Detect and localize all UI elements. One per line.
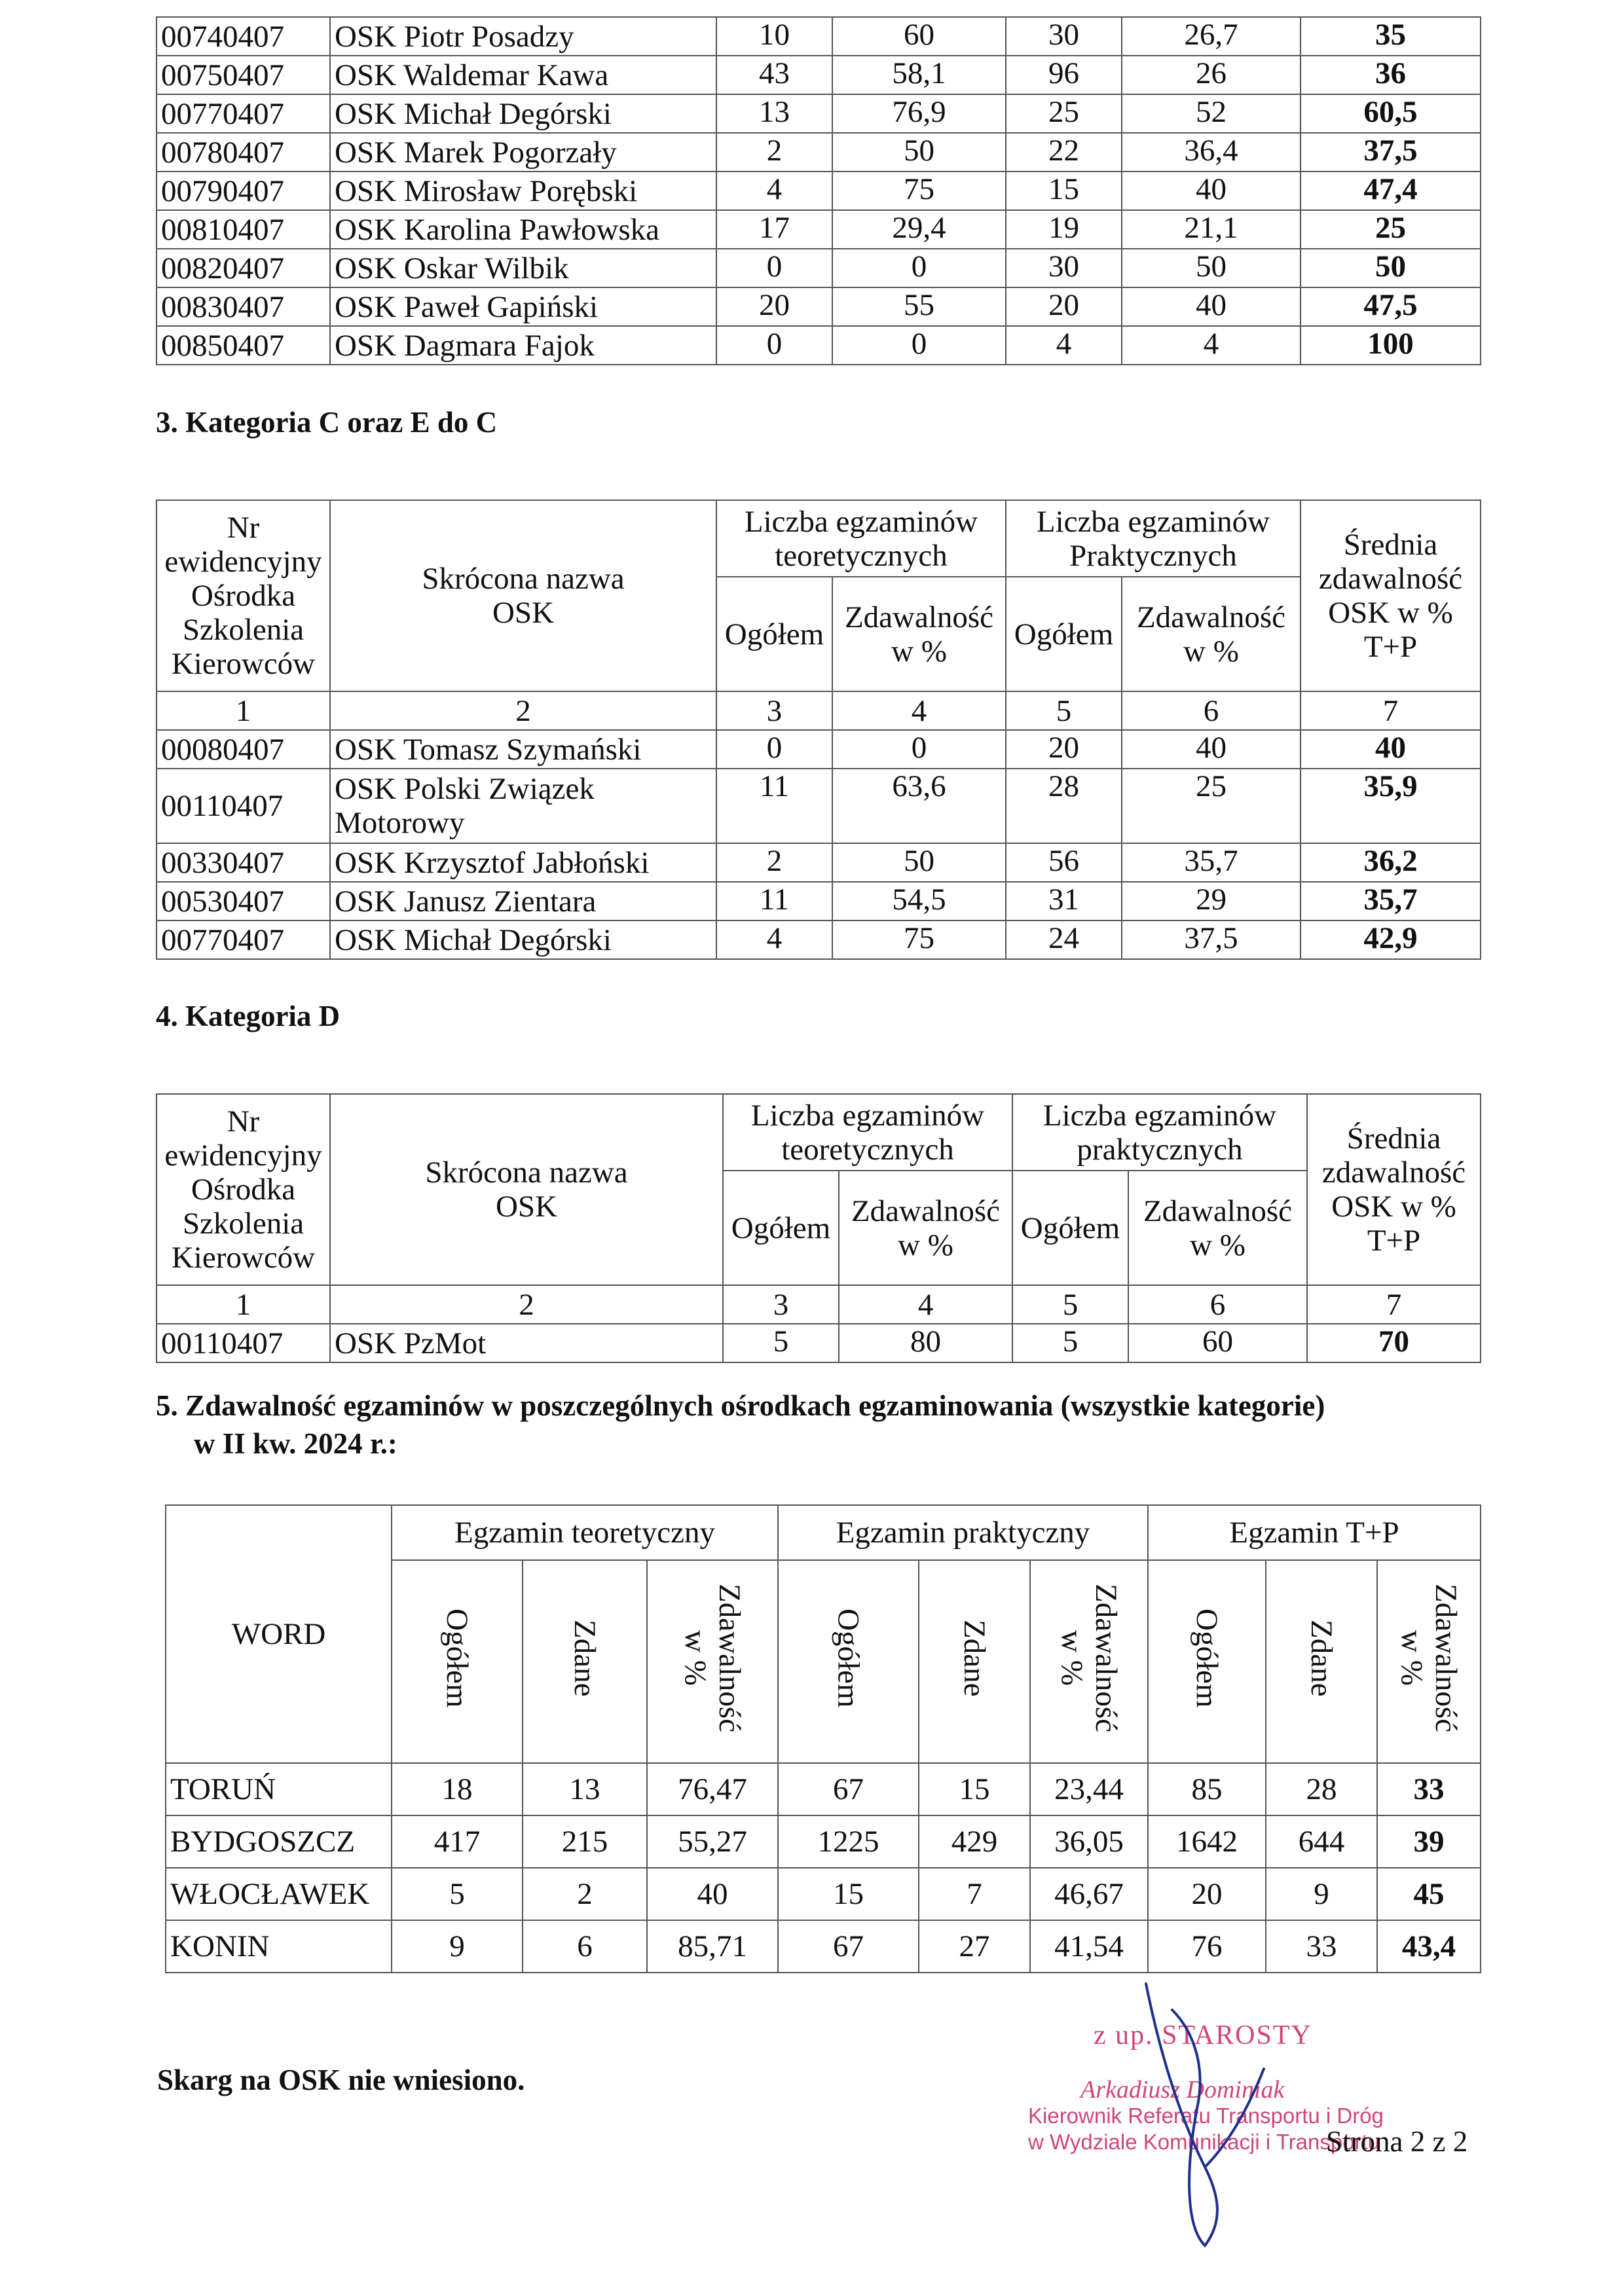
- cell-srednia: 37,5: [1301, 133, 1481, 172]
- column-number: 1: [157, 1285, 330, 1324]
- cell-teor-zdawalnosc: 0: [832, 249, 1006, 287]
- column-number: 5: [1006, 691, 1122, 730]
- column-number: 7: [1301, 691, 1481, 730]
- cell-prak-zdawalnosc: 37,5: [1122, 920, 1301, 959]
- cell-srednia: 70: [1307, 1324, 1481, 1362]
- cell-prak-zdawalnosc: 25: [1122, 769, 1301, 843]
- table-row: [157, 730, 1481, 769]
- category-b-table: [156, 16, 1481, 365]
- cell-nr: 00850407: [157, 326, 330, 365]
- stamp-line-4: w Wydziale Komunikacji i Transportu: [1028, 2130, 1380, 2154]
- cell-prak-zdawalnosc: 52: [1122, 94, 1301, 133]
- cell-tp-zd: 644: [1266, 1815, 1377, 1868]
- cell-srednia: 42,9: [1301, 920, 1481, 959]
- cell-nr: 00080407: [157, 730, 330, 769]
- header-tp-ogolem: [1148, 1560, 1266, 1763]
- cell-name: OSK Mirosław Porębski: [330, 172, 716, 210]
- cell-teor-zdawalnosc: 58,1: [832, 56, 1006, 94]
- header-egzamin-teoretyczny: Egzamin teoretyczny: [392, 1505, 778, 1560]
- header-teor-zdane: [523, 1560, 647, 1763]
- header-teor-zdawalnosc: Zdawalność w %: [832, 577, 1006, 691]
- cell-t-og: 9: [392, 1920, 523, 1973]
- header-name: Skrócona nazwa OSK: [330, 1094, 723, 1285]
- table-row: [157, 133, 1481, 172]
- cell-nr: 00780407: [157, 133, 330, 172]
- cell-t-og: 5: [392, 1868, 523, 1920]
- cell-p-pct: 41,54: [1030, 1920, 1148, 1973]
- cell-teor-ogolem: 43: [716, 56, 832, 94]
- cell-name: OSK Polski Związek Motorowy: [330, 769, 716, 843]
- cell-name: OSK Krzysztof Jabłoński: [330, 843, 716, 882]
- header-prak-zdawalnosc: Zdawalność w %: [1128, 1171, 1307, 1285]
- header-tp-zdane: [1266, 1560, 1377, 1763]
- cell-teor-zdawalnosc: 29,4: [832, 210, 1006, 249]
- section-4-title: 4. Kategoria D: [156, 1000, 341, 1032]
- cell-srednia: 50: [1301, 249, 1481, 287]
- cell-t-pct: 76,47: [647, 1763, 778, 1815]
- header-teor-ogolem-label: Ogółem: [440, 1608, 474, 1708]
- cell-teor-zdawalnosc: 50: [832, 843, 1006, 882]
- header-teor-zdawalnosc: [647, 1560, 778, 1763]
- cell-tp-og: 1642: [1148, 1815, 1266, 1868]
- cell-srednia: 47,5: [1301, 287, 1481, 326]
- cell-t-pct: 40: [647, 1868, 778, 1920]
- cell-prak-ogolem: 30: [1006, 249, 1122, 287]
- cell-nr: 00330407: [157, 843, 330, 882]
- table-row: [157, 843, 1481, 882]
- cell-prak-zdawalnosc: 40: [1122, 287, 1301, 326]
- cell-prak-ogolem: 31: [1006, 882, 1122, 920]
- cell-srednia: 35,9: [1301, 769, 1481, 843]
- cell-teor-ogolem: 0: [716, 249, 832, 287]
- cell-name: OSK Michał Degórski: [330, 94, 716, 133]
- cell-prak-zdawalnosc: 40: [1122, 730, 1301, 769]
- cell-prak-zdawalnosc: 29: [1122, 882, 1301, 920]
- cell-t-og: 18: [392, 1763, 523, 1815]
- header-nr: Nr ewidencyjny Ośrodka Szkolenia Kierowców: [157, 500, 330, 691]
- cell-p-zd: 429: [919, 1815, 1030, 1868]
- table-row: [157, 210, 1481, 249]
- column-number: 5: [1012, 1285, 1128, 1324]
- header-prak-ogolem: Ogółem: [1006, 577, 1122, 691]
- header-prak-zdawalnosc: [1030, 1560, 1148, 1763]
- header-teor-zdawalnosc: Zdawalność w %: [839, 1171, 1012, 1285]
- cell-name: OSK Waldemar Kawa: [330, 56, 716, 94]
- cell-srednia: 60,5: [1301, 94, 1481, 133]
- cell-prak-zdawalnosc: 36,4: [1122, 133, 1301, 172]
- table-row: [157, 1324, 1481, 1362]
- cell-p-og: 67: [778, 1920, 919, 1973]
- header-prak-zdawalnosc-label: Zdawalność w %: [1055, 1583, 1124, 1733]
- cell-p-pct: 46,67: [1030, 1868, 1148, 1920]
- column-number: 7: [1307, 1285, 1481, 1324]
- cell-nr: 00770407: [157, 920, 330, 959]
- cell-teor-zdawalnosc: 75: [832, 172, 1006, 210]
- table-row: [157, 94, 1481, 133]
- cell-prak-ogolem: 15: [1006, 172, 1122, 210]
- header-word: WORD: [166, 1505, 392, 1763]
- table-row: [166, 1815, 1481, 1868]
- cell-teor-ogolem: 10: [716, 17, 832, 56]
- cell-tp-og: 76: [1148, 1920, 1266, 1973]
- cell-name: OSK Karolina Pawłowska: [330, 210, 716, 249]
- cell-tp-zd: 9: [1266, 1868, 1377, 1920]
- header-prak-ogolem-label: Ogółem: [831, 1608, 866, 1708]
- cell-prak-ogolem: 19: [1006, 210, 1122, 249]
- cell-t-pct: 55,27: [647, 1815, 778, 1868]
- cell-srednia: 36,2: [1301, 843, 1481, 882]
- cell-p-zd: 7: [919, 1868, 1030, 1920]
- cell-prak-zdawalnosc: 60: [1128, 1324, 1307, 1362]
- cell-tp-pct: 45: [1377, 1868, 1481, 1920]
- section-3-title: 3. Kategoria C oraz E do C: [156, 406, 498, 439]
- column-number: 2: [330, 1285, 723, 1324]
- signature-icon: [1107, 1971, 1277, 2259]
- cell-tp-zd: 33: [1266, 1920, 1377, 1973]
- cell-prak-zdawalnosc: 26,7: [1122, 17, 1301, 56]
- column-number: 4: [839, 1285, 1012, 1324]
- header-tp-ogolem-label: Ogółem: [1190, 1608, 1225, 1708]
- cell-word: WŁOCŁAWEK: [166, 1868, 392, 1920]
- cell-teor-zdawalnosc: 60: [832, 17, 1006, 56]
- column-number: 1: [157, 691, 330, 730]
- cell-nr: 00110407: [157, 769, 330, 843]
- column-number: 6: [1128, 1285, 1307, 1324]
- cell-teor-ogolem: 0: [716, 326, 832, 365]
- cell-prak-ogolem: 5: [1012, 1324, 1128, 1362]
- column-number: 6: [1122, 691, 1301, 730]
- header-egzamin-tp: Egzamin T+P: [1148, 1505, 1481, 1560]
- stamp-line-2: Arkadiusz Dominiak: [1080, 2076, 1285, 2104]
- category-d-table: [156, 1093, 1481, 1363]
- header-prak-zdawalnosc: Zdawalność w %: [1122, 577, 1301, 691]
- cell-tp-pct: 33: [1377, 1763, 1481, 1815]
- table-row: [157, 920, 1481, 959]
- cell-tp-og: 85: [1148, 1763, 1266, 1815]
- cell-teor-ogolem: 4: [716, 172, 832, 210]
- stamp-line-1: z up. STAROSTY: [1094, 2020, 1312, 2050]
- cell-teor-zdawalnosc: 50: [832, 133, 1006, 172]
- cell-nr: 00740407: [157, 17, 330, 56]
- cell-prak-zdawalnosc: 4: [1122, 326, 1301, 365]
- cell-name: OSK Paweł Gapiński: [330, 287, 716, 326]
- cell-t-zd: 2: [523, 1868, 647, 1920]
- cell-tp-pct: 39: [1377, 1815, 1481, 1868]
- cell-name: OSK Dagmara Fajok: [330, 326, 716, 365]
- table-row: [157, 172, 1481, 210]
- header-teor-zdawalnosc-label: Zdawalność w %: [678, 1583, 747, 1733]
- cell-prak-ogolem: 56: [1006, 843, 1122, 882]
- table-row: [157, 17, 1481, 56]
- cell-p-og: 1225: [778, 1815, 919, 1868]
- header-prak-zdane: [919, 1560, 1030, 1763]
- table-row: [157, 882, 1481, 920]
- cell-t-og: 417: [392, 1815, 523, 1868]
- cell-word: BYDGOSZCZ: [166, 1815, 392, 1868]
- column-number: 2: [330, 691, 716, 730]
- cell-teor-ogolem: 4: [716, 920, 832, 959]
- cell-prak-zdawalnosc: 40: [1122, 172, 1301, 210]
- cell-prak-ogolem: 96: [1006, 56, 1122, 94]
- cell-prak-ogolem: 30: [1006, 17, 1122, 56]
- table-row: [157, 769, 1481, 843]
- cell-teor-ogolem: 2: [716, 133, 832, 172]
- cell-nr: 00530407: [157, 882, 330, 920]
- header-prak-ogolem: [778, 1560, 919, 1763]
- complaints-note: Skarg na OSK nie wniesiono.: [157, 2064, 525, 2096]
- cell-prak-ogolem: 22: [1006, 133, 1122, 172]
- cell-p-og: 15: [778, 1868, 919, 1920]
- cell-teor-ogolem: 17: [716, 210, 832, 249]
- cell-tp-og: 20: [1148, 1868, 1266, 1920]
- cell-teor-ogolem: 11: [716, 882, 832, 920]
- header-srednia: Średnia zdawalność OSK w % T+P: [1307, 1094, 1481, 1285]
- header-nr: Nr ewidencyjny Ośrodka Szkolenia Kierowców: [157, 1094, 330, 1285]
- cell-teor-ogolem: 13: [716, 94, 832, 133]
- cell-nr: 00770407: [157, 94, 330, 133]
- cell-teor-zdawalnosc: 76,9: [832, 94, 1006, 133]
- section-5-title-line2: w II kw. 2024 r.:: [194, 1427, 397, 1460]
- cell-prak-ogolem: 24: [1006, 920, 1122, 959]
- header-prak-ogolem: Ogółem: [1012, 1171, 1128, 1285]
- header-name: Skrócona nazwa OSK: [330, 500, 716, 691]
- header-teor-ogolem: Ogółem: [716, 577, 832, 691]
- cell-t-pct: 85,71: [647, 1920, 778, 1973]
- table-row: [166, 1868, 1481, 1920]
- header-teoretyczne: Liczba egzaminów teoretycznych: [723, 1094, 1012, 1171]
- cell-teor-zdawalnosc: 0: [832, 730, 1006, 769]
- header-tp-zdawalnosc: [1377, 1560, 1481, 1763]
- cell-teor-zdawalnosc: 0: [832, 326, 1006, 365]
- cell-teor-ogolem: 20: [716, 287, 832, 326]
- cell-srednia: 40: [1301, 730, 1481, 769]
- cell-name: OSK Janusz Zientara: [330, 882, 716, 920]
- header-teor-zdane-label: Zdane: [568, 1619, 602, 1697]
- column-number: 3: [716, 691, 832, 730]
- section-5-title-line1: 5. Zdawalność egzaminów w poszczególnych ośrodkach egzaminowania (wszystkie kategorie): [156, 1389, 1325, 1422]
- cell-name: OSK Michał Degórski: [330, 920, 716, 959]
- cell-srednia: 25: [1301, 210, 1481, 249]
- header-praktyczne: Liczba egzaminów praktycznych: [1012, 1094, 1307, 1171]
- cell-prak-ogolem: 28: [1006, 769, 1122, 843]
- cell-name: OSK Oskar Wilbik: [330, 249, 716, 287]
- cell-t-zd: 13: [523, 1763, 647, 1815]
- cell-nr: 00750407: [157, 56, 330, 94]
- cell-teor-ogolem: 0: [716, 730, 832, 769]
- cell-nr: 00830407: [157, 287, 330, 326]
- cell-prak-zdawalnosc: 50: [1122, 249, 1301, 287]
- page-number: Strona 2 z 2: [1326, 2125, 1468, 2158]
- cell-nr: 00810407: [157, 210, 330, 249]
- header-teor-ogolem: Ogółem: [723, 1171, 839, 1285]
- cell-teor-ogolem: 5: [723, 1324, 839, 1362]
- cell-prak-zdawalnosc: 26: [1122, 56, 1301, 94]
- cell-word: KONIN: [166, 1920, 392, 1973]
- cell-prak-ogolem: 20: [1006, 730, 1122, 769]
- cell-srednia: 100: [1301, 326, 1481, 365]
- table-row: [157, 249, 1481, 287]
- word-table: [165, 1504, 1481, 1973]
- cell-teor-zdawalnosc: 63,6: [832, 769, 1006, 843]
- cell-teor-zdawalnosc: 55: [832, 287, 1006, 326]
- cell-p-og: 67: [778, 1763, 919, 1815]
- table-row: [157, 287, 1481, 326]
- cell-t-zd: 215: [523, 1815, 647, 1868]
- cell-name: OSK PzMot: [330, 1324, 723, 1362]
- header-tp-zdawalnosc-label: Zdawalność w %: [1395, 1583, 1464, 1733]
- cell-prak-ogolem: 25: [1006, 94, 1122, 133]
- cell-p-pct: 23,44: [1030, 1763, 1148, 1815]
- cell-p-zd: 15: [919, 1763, 1030, 1815]
- cell-prak-ogolem: 4: [1006, 326, 1122, 365]
- cell-tp-zd: 28: [1266, 1763, 1377, 1815]
- cell-srednia: 47,4: [1301, 172, 1481, 210]
- cell-nr: 00790407: [157, 172, 330, 210]
- cell-srednia: 36: [1301, 56, 1481, 94]
- header-tp-zdane-label: Zdane: [1304, 1619, 1339, 1697]
- cell-nr: 00820407: [157, 249, 330, 287]
- header-teor-ogolem: [392, 1560, 523, 1763]
- cell-srednia: 35,7: [1301, 882, 1481, 920]
- cell-p-zd: 27: [919, 1920, 1030, 1973]
- cell-teor-zdawalnosc: 80: [839, 1324, 1012, 1362]
- column-number: 4: [832, 691, 1006, 730]
- cell-srednia: 35: [1301, 17, 1481, 56]
- header-egzamin-praktyczny: Egzamin praktyczny: [778, 1505, 1148, 1560]
- column-number: 3: [723, 1285, 839, 1324]
- cell-teor-ogolem: 2: [716, 843, 832, 882]
- table-row: [166, 1763, 1481, 1815]
- header-praktyczne: Liczba egzaminów Praktycznych: [1006, 500, 1301, 577]
- header-teoretyczne: Liczba egzaminów teoretycznych: [716, 500, 1006, 577]
- cell-teor-zdawalnosc: 54,5: [832, 882, 1006, 920]
- cell-teor-zdawalnosc: 75: [832, 920, 1006, 959]
- table-row: [166, 1920, 1481, 1973]
- cell-prak-zdawalnosc: 35,7: [1122, 843, 1301, 882]
- cell-nr: 00110407: [157, 1324, 330, 1362]
- header-prak-zdane-label: Zdane: [957, 1619, 992, 1697]
- cell-name: OSK Marek Pogorzały: [330, 133, 716, 172]
- cell-tp-pct: 43,4: [1377, 1920, 1481, 1973]
- cell-name: OSK Piotr Posadzy: [330, 17, 716, 56]
- cell-word: TORUŃ: [166, 1763, 392, 1815]
- cell-name: OSK Tomasz Szymański: [330, 730, 716, 769]
- cell-prak-zdawalnosc: 21,1: [1122, 210, 1301, 249]
- cell-p-pct: 36,05: [1030, 1815, 1148, 1868]
- cell-t-zd: 6: [523, 1920, 647, 1973]
- header-srednia: Średnia zdawalność OSK w % T+P: [1301, 500, 1481, 691]
- cell-prak-ogolem: 20: [1006, 287, 1122, 326]
- cell-teor-ogolem: 11: [716, 769, 832, 843]
- table-row: [157, 56, 1481, 94]
- table-row: [157, 326, 1481, 365]
- stamp-line-3: Kierownik Referatu Transportu i Dróg: [1028, 2104, 1384, 2128]
- category-c-table: [156, 500, 1481, 960]
